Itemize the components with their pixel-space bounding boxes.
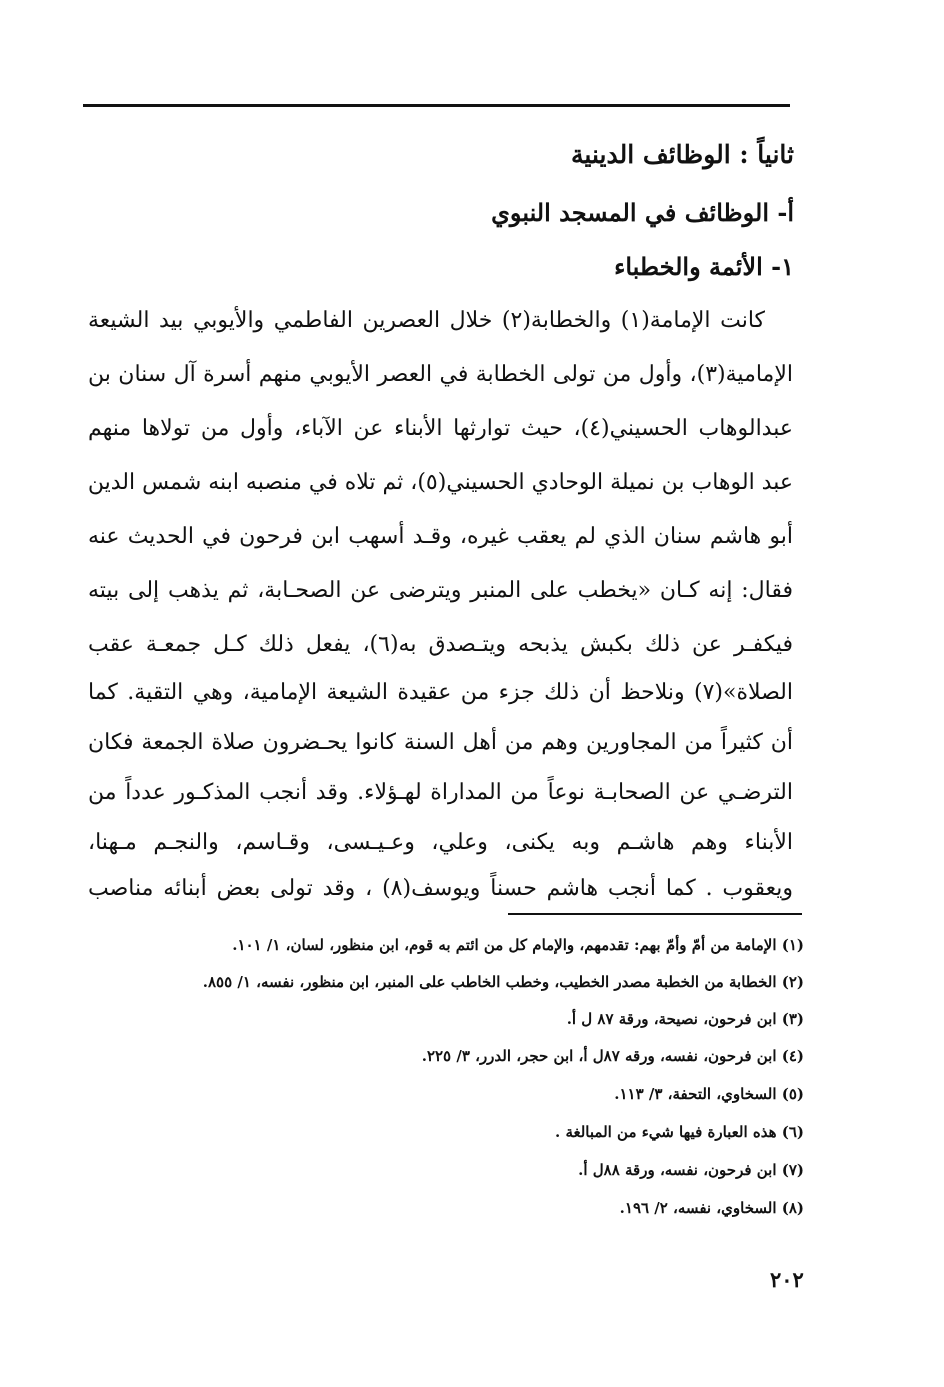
- paragraph-line: فقال: إنه كـان «يخطب على المنبر ويترضى عن الصحـابة، ثم يذهب إلى بيته: [88, 578, 793, 603]
- footnote: (٤) ابن فرحون، نفسه، ورقه ٨٧ل أ، ابن حجر، الدرر، ٣/ ٢٢٥.: [421, 1047, 804, 1065]
- footnote: (٣) ابن فرحون، نصيحة، ورقة ٨٧ ل أ.: [566, 1010, 804, 1028]
- paragraph-line: الصلاة»(٧) ونلاحظ أن ذلك جزء من عقيدة الشيعة الإمامية، وهي التقية. كما: [88, 680, 793, 705]
- paragraph-line: الترضـي عن الصحابـة نوعاً من المداراة لهـؤلاء. وقد أنجب المذكـور عدداً من: [88, 780, 793, 805]
- footnote: (٨) السخاوي، نفسه، ٢/ ١٩٦.: [619, 1199, 804, 1217]
- paragraph-line: الأبناء وهم هاشـم وبه يكنى، وعلي، وعـيـسى، وقـاسم، والنجـم مـهنا،: [88, 830, 793, 855]
- paragraph-line: أن كثيراً من المجاورين وهم من أهل السنة كانوا يحـضرون صلاة الجمعة فكان: [88, 730, 793, 755]
- subsection-heading: أ- الوظائف في المسجد النبوي: [491, 198, 794, 227]
- header-rule: [83, 104, 790, 107]
- paragraph-line: كانت الإمامة(١) والخطابة(٢) خلال العصرين الفاطمي والأيوبي بيد الشيعة: [88, 308, 766, 333]
- page-number: ٢٠٢: [770, 1267, 804, 1292]
- footnote-separator: [508, 913, 802, 915]
- paragraph-line: عبدالوهاب الحسيني(٤)، حيث توارثها الأبناء عن الآباء، وأول من تولاها منهم: [88, 416, 793, 441]
- paragraph-line: الإمامية(٣)، وأول من تولى الخطابة في العصر الأيوبي منهم أسرة آل سنان بن: [88, 362, 793, 387]
- section-heading: ثانياً : الوظائف الدينية: [571, 140, 794, 169]
- footnote: (٢) الخطابة من الخطبة مصدر الخطيب، وخطب الخاطب على المنبر، ابن منظور، نفسه، ١/ ٨٥٥.: [202, 973, 804, 991]
- paragraph-line: أبو هاشم سنان الذي لم يعقب غيره، وقـد أسهب ابن فرحون في الحديث عنه: [88, 524, 793, 549]
- paragraph-line: عبد الوهاب بن نميلة الوحادي الحسيني(٥)، ثم تلاه في منصبه ابنه شمس الدين: [87, 470, 793, 495]
- paragraph-line: فيكفـر عن ذلك بكبش يذبحه ويتـصدق به(٦)، يفعل ذلك كـل جمعـة عقب: [88, 632, 794, 657]
- paragraph-line: ويعقوب . كما أنجب هاشم حسناً ويوسف(٨) ، وقد تولى بعض أبنائه مناصب: [88, 876, 793, 901]
- footnote: (٧) ابن فرحون، نفسه، ورقة ٨٨ل أ.: [578, 1161, 804, 1179]
- footnote: (١) الإمامة من أمّ وأمّ بهم: تقدمهم، والإمام كل من ائتم به قوم، ابن منظور، لسان، ١/ ١٠١.: [232, 936, 804, 954]
- footnote: (٦) هذه العبارة فيها شيء من المبالغة .: [555, 1123, 804, 1141]
- item-heading: ١- الأئمة والخطباء: [614, 252, 794, 281]
- footnote: (٥) السخاوي، التحفة، ٣/ ١١٣.: [614, 1085, 804, 1103]
